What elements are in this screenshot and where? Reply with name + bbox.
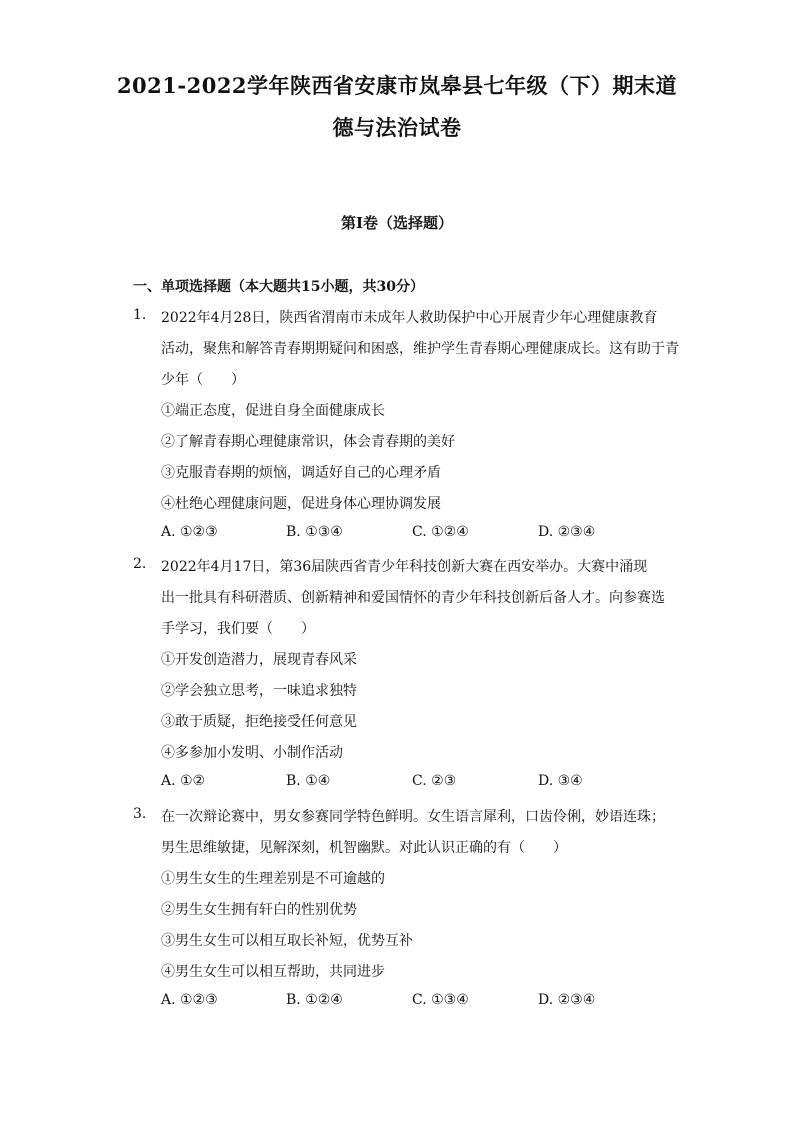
option-b: B. ①②④	[286, 992, 343, 1008]
statement-item: ②学会独立思考，一味追求独特	[161, 683, 357, 699]
statement-item: ②男生女生拥有轩白的性别优势	[161, 902, 357, 918]
part-title: 第I卷（选择题）	[340, 214, 454, 232]
statement-item: ①端正态度，促进自身全面健康成长	[161, 403, 385, 419]
statement-item: ④男生女生可以相互帮助，共同进步	[161, 964, 385, 980]
exam-title-line-1: 2021-2022学年陕西省安康市岚皋县七年级（下）期末道	[116, 73, 678, 98]
option-c: C. ②③	[412, 773, 457, 789]
question-stem-line: 手学习，我们要（ ）	[161, 621, 315, 637]
question-number: 3.	[133, 806, 147, 822]
statement-item: ②了解青春期心理健康常识，体会青春期的美好	[161, 434, 455, 450]
option-b: B. ①③④	[286, 524, 343, 540]
option-d: D. ③④	[538, 773, 583, 789]
option-a: A. ①②	[161, 773, 206, 789]
statement-item: ③男生女生可以相互取长补短，优势互补	[161, 933, 413, 949]
option-a: A. ①②③	[161, 524, 218, 540]
option-d: D. ②③④	[538, 992, 596, 1008]
option-b: B. ①④	[286, 773, 331, 789]
statement-item: ③克服青春期的烦恼，调适好自己的心理矛盾	[161, 465, 441, 481]
question-stem-line: 出一批具有科研潜质、创新精神和爱国情怀的青少年科技创新后备人才。向参赛选	[161, 590, 665, 606]
question-stem-line: 在一次辩论赛中，男女参赛同学特色鲜明。女生语言犀利，口齿伶俐，妙语连珠；	[161, 809, 665, 825]
question-stem-line: 2022年4月28日，陕西省渭南市未成年人救助保护中心开展青少年心理健康教育	[161, 310, 658, 326]
section-title: 一、单项选择题（本大题共15小题，共30分）	[133, 279, 424, 295]
option-c: C. ①③④	[412, 992, 469, 1008]
option-a: A. ①②③	[161, 992, 218, 1008]
question-stem-line: 男生思维敏捷，见解深刻，机智幽默。对此认识正确的有（ ）	[161, 840, 567, 856]
exam-title-line-2: 德与法治试卷	[332, 115, 462, 140]
question-stem-line: 2022年4月17日，第36届陕西省青少年科技创新大赛在西安举办。大赛中涌现	[161, 559, 648, 575]
option-c: C. ①②④	[412, 524, 469, 540]
statement-item: ④杜绝心理健康问题，促进身体心理协调发展	[161, 496, 441, 512]
statement-item: ①男生女生的生理差别是不可逾越的	[161, 871, 385, 887]
question-number: 1.	[133, 307, 147, 323]
question-stem-line: 少年（ ）	[161, 372, 245, 388]
statement-item: ④多参加小发明、小制作活动	[161, 745, 343, 761]
statement-item: ①开发创造潜力，展现青春风采	[161, 652, 357, 668]
question-stem-line: 活动，聚焦和解答青春期期疑问和困惑，维护学生青春期心理健康成长。这有助于青	[161, 341, 679, 357]
option-d: D. ②③④	[538, 524, 596, 540]
statement-item: ③敢于质疑，拒绝接受任何意见	[161, 714, 357, 730]
question-number: 2.	[133, 556, 147, 572]
